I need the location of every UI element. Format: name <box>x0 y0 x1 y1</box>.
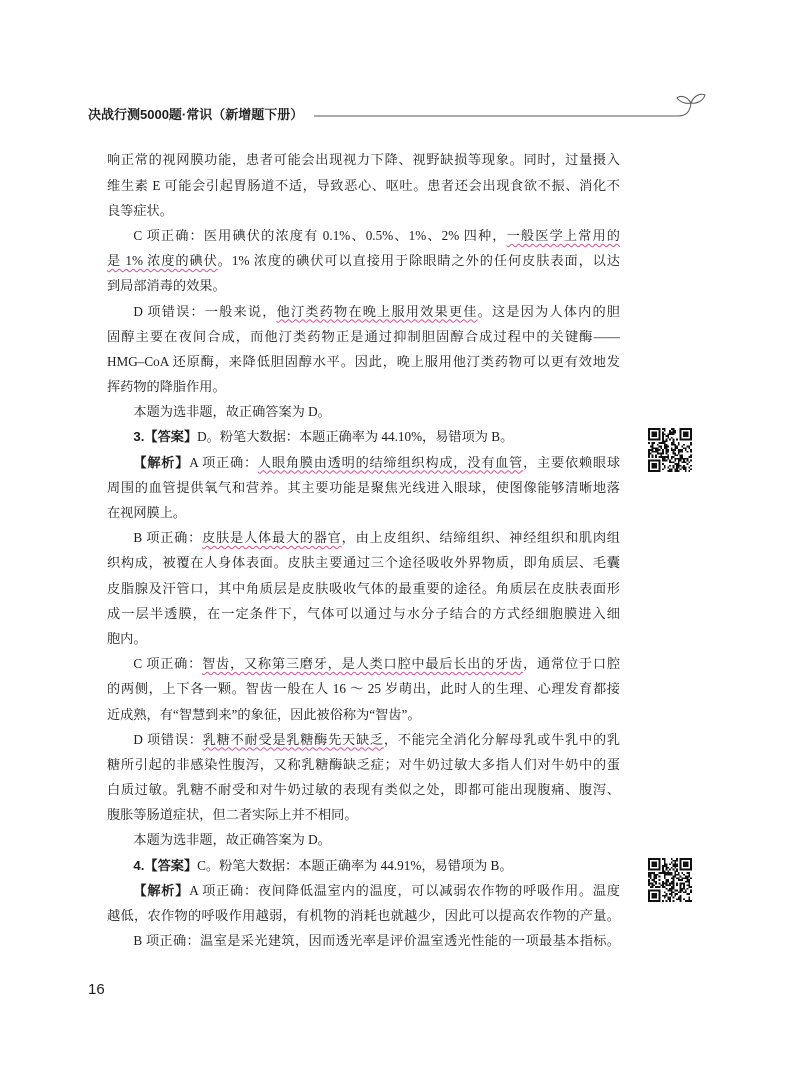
text-run: ，不能完全消化分解母乳或牛乳中的乳 <box>383 731 621 747</box>
analysis-label: 【解析】 <box>133 882 190 898</box>
text-line <box>107 173 620 198</box>
text-line <box>107 626 620 651</box>
text-line <box>107 198 620 223</box>
paragraph <box>107 878 620 928</box>
qr-code <box>648 858 692 902</box>
text-run: 响正常的视网膜功能，患者可能会出现视力下降、视野缺损等现象。同时，过量摄入 <box>107 152 620 168</box>
paragraph <box>107 299 620 400</box>
paragraph <box>107 827 620 852</box>
highlighted-phrase: 人眼角膜由透明的结缔组织构成，没有血管 <box>257 454 524 470</box>
text-line <box>107 399 620 424</box>
text-line <box>107 500 620 525</box>
text-line <box>107 676 620 701</box>
highlighted-phrase: 智齿，又称第三磨牙，是人类口腔中最后长出的牙齿 <box>202 656 524 672</box>
text-line <box>107 450 620 475</box>
analysis-label: 【解析】 <box>133 454 190 470</box>
text-run: 本题为选非题，故正确答案为 D。 <box>133 404 331 420</box>
answer-paragraph <box>107 853 620 878</box>
paragraph <box>107 727 620 828</box>
text-run: 维生素 E 可能会引起胃肠道不适，导致恶心、呕吐。患者还会出现食欲不振、消化不 <box>107 177 620 193</box>
highlighted-phrase: 一般医学上常用的 <box>506 227 620 243</box>
text-run: 近成熟，有“智慧到来”的象征，因此被俗称为“智齿”。 <box>107 706 421 722</box>
text-run: 皮脂腺及汗管口，其中角质层是皮肤吸收气体的最重要的途径。角质层在皮肤表面形 <box>107 580 620 596</box>
text-run: ，主要依赖眼球 <box>523 454 621 470</box>
highlighted-phrase: 乳糖不耐受是乳糖酶先天缺乏 <box>202 731 384 747</box>
text-line <box>107 853 620 878</box>
text-run: 成一层半透膜，在一定条件下，气体可以通过与水分子结合的方式经细胞膜进入细 <box>107 605 620 621</box>
text-run: C。粉笔大数据：本题正确率为 44.91%，易错项为 B。 <box>197 857 513 873</box>
text-line <box>107 475 620 500</box>
text-line <box>107 550 620 575</box>
text-line <box>107 576 620 601</box>
text-run: 。1% 浓度的碘伏可以直接用于除眼睛之外的任何皮肤表面，以达 <box>217 253 620 269</box>
text-run: 到局部消毒的效果。 <box>107 278 226 294</box>
text-run: 的两侧，上下各一颗。智齿一般在人 16 ～ 25 岁萌出，此时人的生理、心理发育都接 <box>107 681 620 697</box>
text-line <box>107 651 620 676</box>
answer-label: 3.【答案】 <box>133 429 198 445</box>
text-run: A 项正确： <box>189 454 258 470</box>
text-line <box>107 827 620 852</box>
text-line <box>107 777 620 802</box>
text-run: 糖所引起的非感染性腹泻，又称乳糖酶缺乏症；对牛奶过敏大多指人们对牛奶中的蛋 <box>107 756 620 772</box>
text-line <box>107 601 620 626</box>
text-run: B 项正确： <box>133 530 203 546</box>
running-header-title: 决战行测5000题·常识（新增题下册） <box>88 107 304 122</box>
paragraph <box>107 450 620 526</box>
paragraph <box>107 651 620 727</box>
text-line <box>107 349 620 374</box>
text-run: 固醇主要在夜间合成，而他汀类药物正是通过抑制胆固醇合成过程中的关键酶—— <box>107 328 620 344</box>
paragraph <box>107 147 620 223</box>
header-rule <box>314 92 706 122</box>
text-run: D 项错误：一般来说， <box>133 303 277 319</box>
text-run: D。粉笔大数据：本题正确率为 44.10%，易错项为 B。 <box>197 429 514 445</box>
answer-label: 4.【答案】 <box>133 857 198 873</box>
text-line <box>107 525 620 550</box>
text-line <box>107 248 620 273</box>
text-line <box>107 273 620 298</box>
text-run: 本题为选非题，故正确答案为 D。 <box>133 832 331 848</box>
sprout-icon <box>677 94 705 116</box>
text-line <box>107 752 620 777</box>
text-line <box>107 878 620 903</box>
text-line <box>107 223 620 248</box>
text-line <box>107 727 620 752</box>
text-line <box>107 299 620 324</box>
text-run: 越低，农作物的呼吸作用越弱，有机物的消耗也就越少，因此可以提高农作物的产量。 <box>107 908 620 924</box>
text-run: 挥药物的降脂作用。 <box>107 379 226 395</box>
text-run: 织构成，被覆在人身体表面。皮肤主要通过三个途径吸收外界物质，即角质层、毛囊 <box>107 555 620 571</box>
text-line <box>107 374 620 399</box>
text-run: HMG–CoA 还原酶，来降低胆固醇水平。因此，晚上服用他汀类药物可以更有效地发 <box>107 353 620 369</box>
body-text <box>107 147 620 953</box>
text-run: 腹胀等肠道症状，但二者实际上并不相同。 <box>107 807 358 823</box>
text-line <box>107 324 620 349</box>
text-line <box>107 424 620 449</box>
text-line <box>107 702 620 727</box>
text-run: C 项正确： <box>133 656 203 672</box>
answer-paragraph <box>107 424 620 449</box>
paragraph <box>107 525 620 651</box>
highlighted-phrase: 皮肤是人体最大的器官 <box>202 530 342 546</box>
text-line <box>107 928 620 953</box>
page-number: 16 <box>88 981 105 998</box>
text-run: ，通常位于口腔 <box>523 656 621 672</box>
text-run: C 项正确：医用碘伏的浓度有 0.1%、0.5%、1%、2% 四种， <box>133 227 507 243</box>
paragraph <box>107 399 620 424</box>
text-line <box>107 147 620 172</box>
text-run: ，由上皮组织、结缔组织、神经组织和肌肉组 <box>341 530 620 546</box>
text-run: 在视网膜上。 <box>107 505 187 521</box>
text-run: 周围的血管提供氧气和营养。其主要功能是聚焦光线进入眼球，使图像能够清晰地落 <box>107 479 620 495</box>
text-run: 。这是因为人体内的胆 <box>477 303 620 319</box>
paragraph <box>107 928 620 953</box>
text-run: 良等症状。 <box>107 202 173 218</box>
qr-code <box>648 428 692 472</box>
paragraph <box>107 223 620 299</box>
text-run: 白质过敏。乳糖不耐受和对牛奶过敏的表现有类似之处，即都可能出现腹痛、腹泻、 <box>107 782 620 798</box>
text-line <box>107 903 620 928</box>
text-run: B 项正确：温室是采光建筑，因而透光率是评价温室透光性能的一项最基本指标。 <box>133 933 620 949</box>
text-run: 胞内。 <box>107 630 147 646</box>
highlighted-phrase: 他汀类药物在晚上服用效果更佳 <box>276 303 478 319</box>
text-run: A 项正确：夜间降低温室内的温度，可以减弱农作物的呼吸作用。温度 <box>189 882 620 898</box>
text-line <box>107 802 620 827</box>
highlighted-phrase: 是 1% 浓度的碘伏 <box>107 253 218 269</box>
text-run: D 项错误： <box>133 731 203 747</box>
